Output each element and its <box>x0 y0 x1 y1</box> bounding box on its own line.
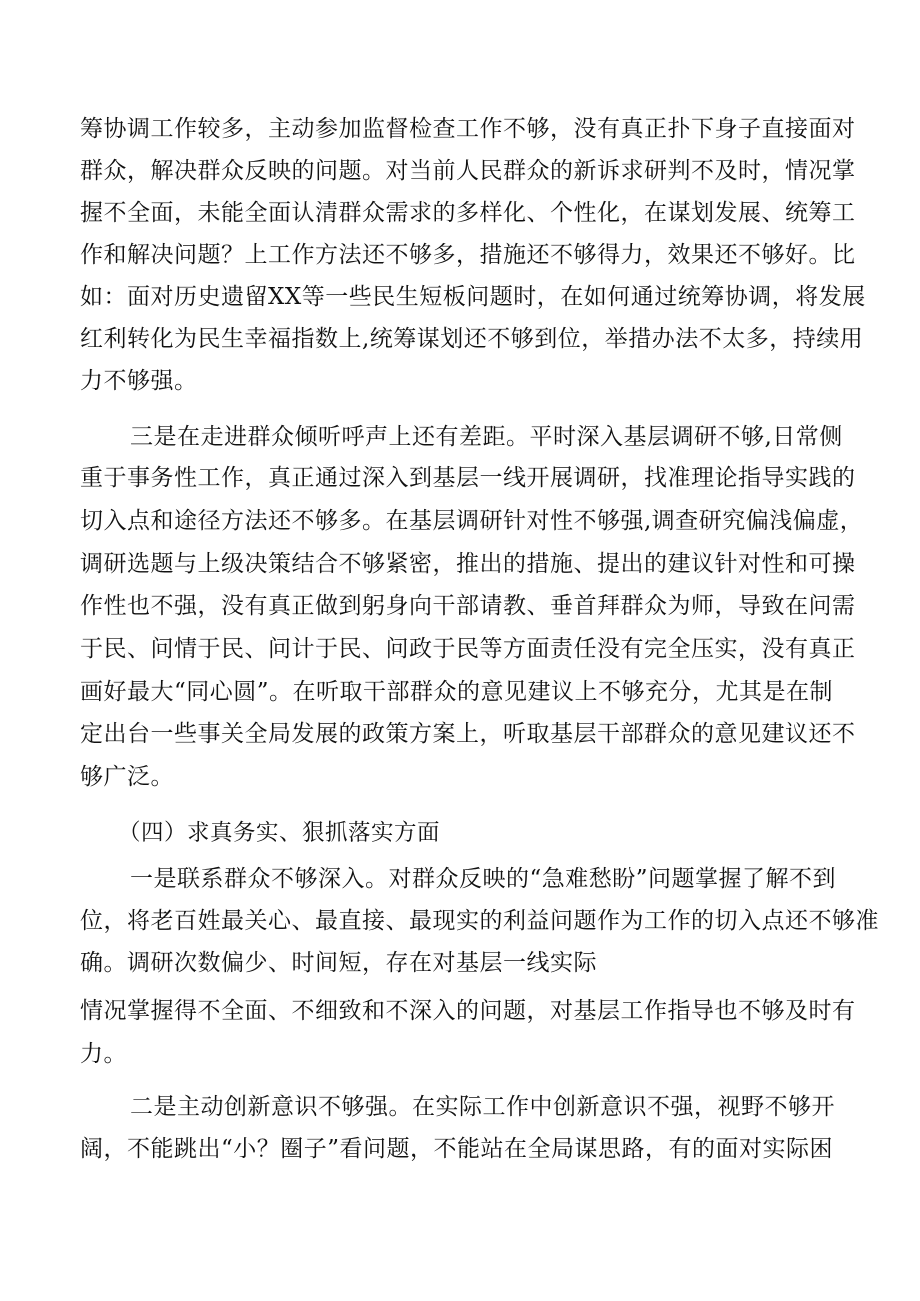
paragraph-line: 切入点和途径方法还不够多。在基层调研针对性不够强,调查研究偏浅偏虚， <box>80 508 864 534</box>
paragraph-line: 如：面对历史遗留XX等一些民生短板问题时，在如何通过统筹协调，将发展 <box>80 284 866 310</box>
paragraph-line: 作和解决问题？上工作方法还不够多，措施还不够得力，效果还不够好。比 <box>80 242 856 268</box>
paragraph-line: 筹协调工作较多，主动参加监督检查工作不够，没有真正扑下身子直接面对 <box>80 116 856 142</box>
paragraph-line: 力不够强。 <box>80 368 198 394</box>
paragraph-line: 二是主动创新意识不够强。在实际工作中创新意识不强，视野不够开 <box>130 1094 835 1120</box>
paragraph-line: 确。调研次数偏少、时间短，存在对基层一线实际 <box>80 950 597 976</box>
paragraph-line: 红利转化为民生幸福指数上,统筹谋划还不够到位，举措办法不太多，持续用 <box>80 326 864 352</box>
section-heading: （四）求真务实、狠抓落实方面 <box>118 820 441 846</box>
paragraph-line: 定出台一些事关全局发展的政策方案上，听取基层干部群众的意见建议还不 <box>80 721 856 747</box>
paragraph-line: 群众，解决群众反映的问题。对当前人民群众的新诉求研判不及时，情况掌 <box>80 158 856 184</box>
paragraph-line: 力。 <box>80 1041 127 1067</box>
paragraph-line: 三是在走进群众倾听呼声上还有差距。平时深入基层调研不够,日常侧 <box>130 424 843 450</box>
paragraph-line: 阔，不能跳出“小？圈子”看问题，不能站在全局谋思路，有的面对实际困 <box>80 1136 834 1162</box>
paragraph-line: 位，将老百姓最关心、最直接、最现实的利益问题作为工作的切入点还不够准 <box>80 908 879 934</box>
paragraph-line: 握不全面，未能全面认清群众需求的多样化、个性化，在谋划发展、统筹工 <box>80 200 856 226</box>
paragraph-line: 情况掌握得不全面、不细致和不深入的问题，对基层工作指导也不够及时有 <box>80 998 856 1024</box>
paragraph-line: 于民、问情于民、问计于民、问政于民等方面责任没有完全压实，没有真正 <box>80 636 856 662</box>
paragraph-line: 够广泛。 <box>80 764 174 790</box>
paragraph-line: 作性也不强，没有真正做到躬身向干部请教、垂首拜群众为师，导致在问需 <box>80 593 856 619</box>
paragraph-line: 调研选题与上级决策结合不够紧密，推出的措施、提出的建议针对性和可操 <box>80 551 856 577</box>
paragraph-line: 一是联系群众不够深入。对群众反映的“急难愁盼”问题掌握了解不到 <box>130 866 837 892</box>
paragraph-line: 重于事务性工作，真正通过深入到基层一线开展调研，找准理论指导实践的 <box>80 465 856 491</box>
paragraph-line: 画好最大“同心圆”。在听取干部群众的意见建议上不够充分，尤其是在制 <box>80 679 834 705</box>
